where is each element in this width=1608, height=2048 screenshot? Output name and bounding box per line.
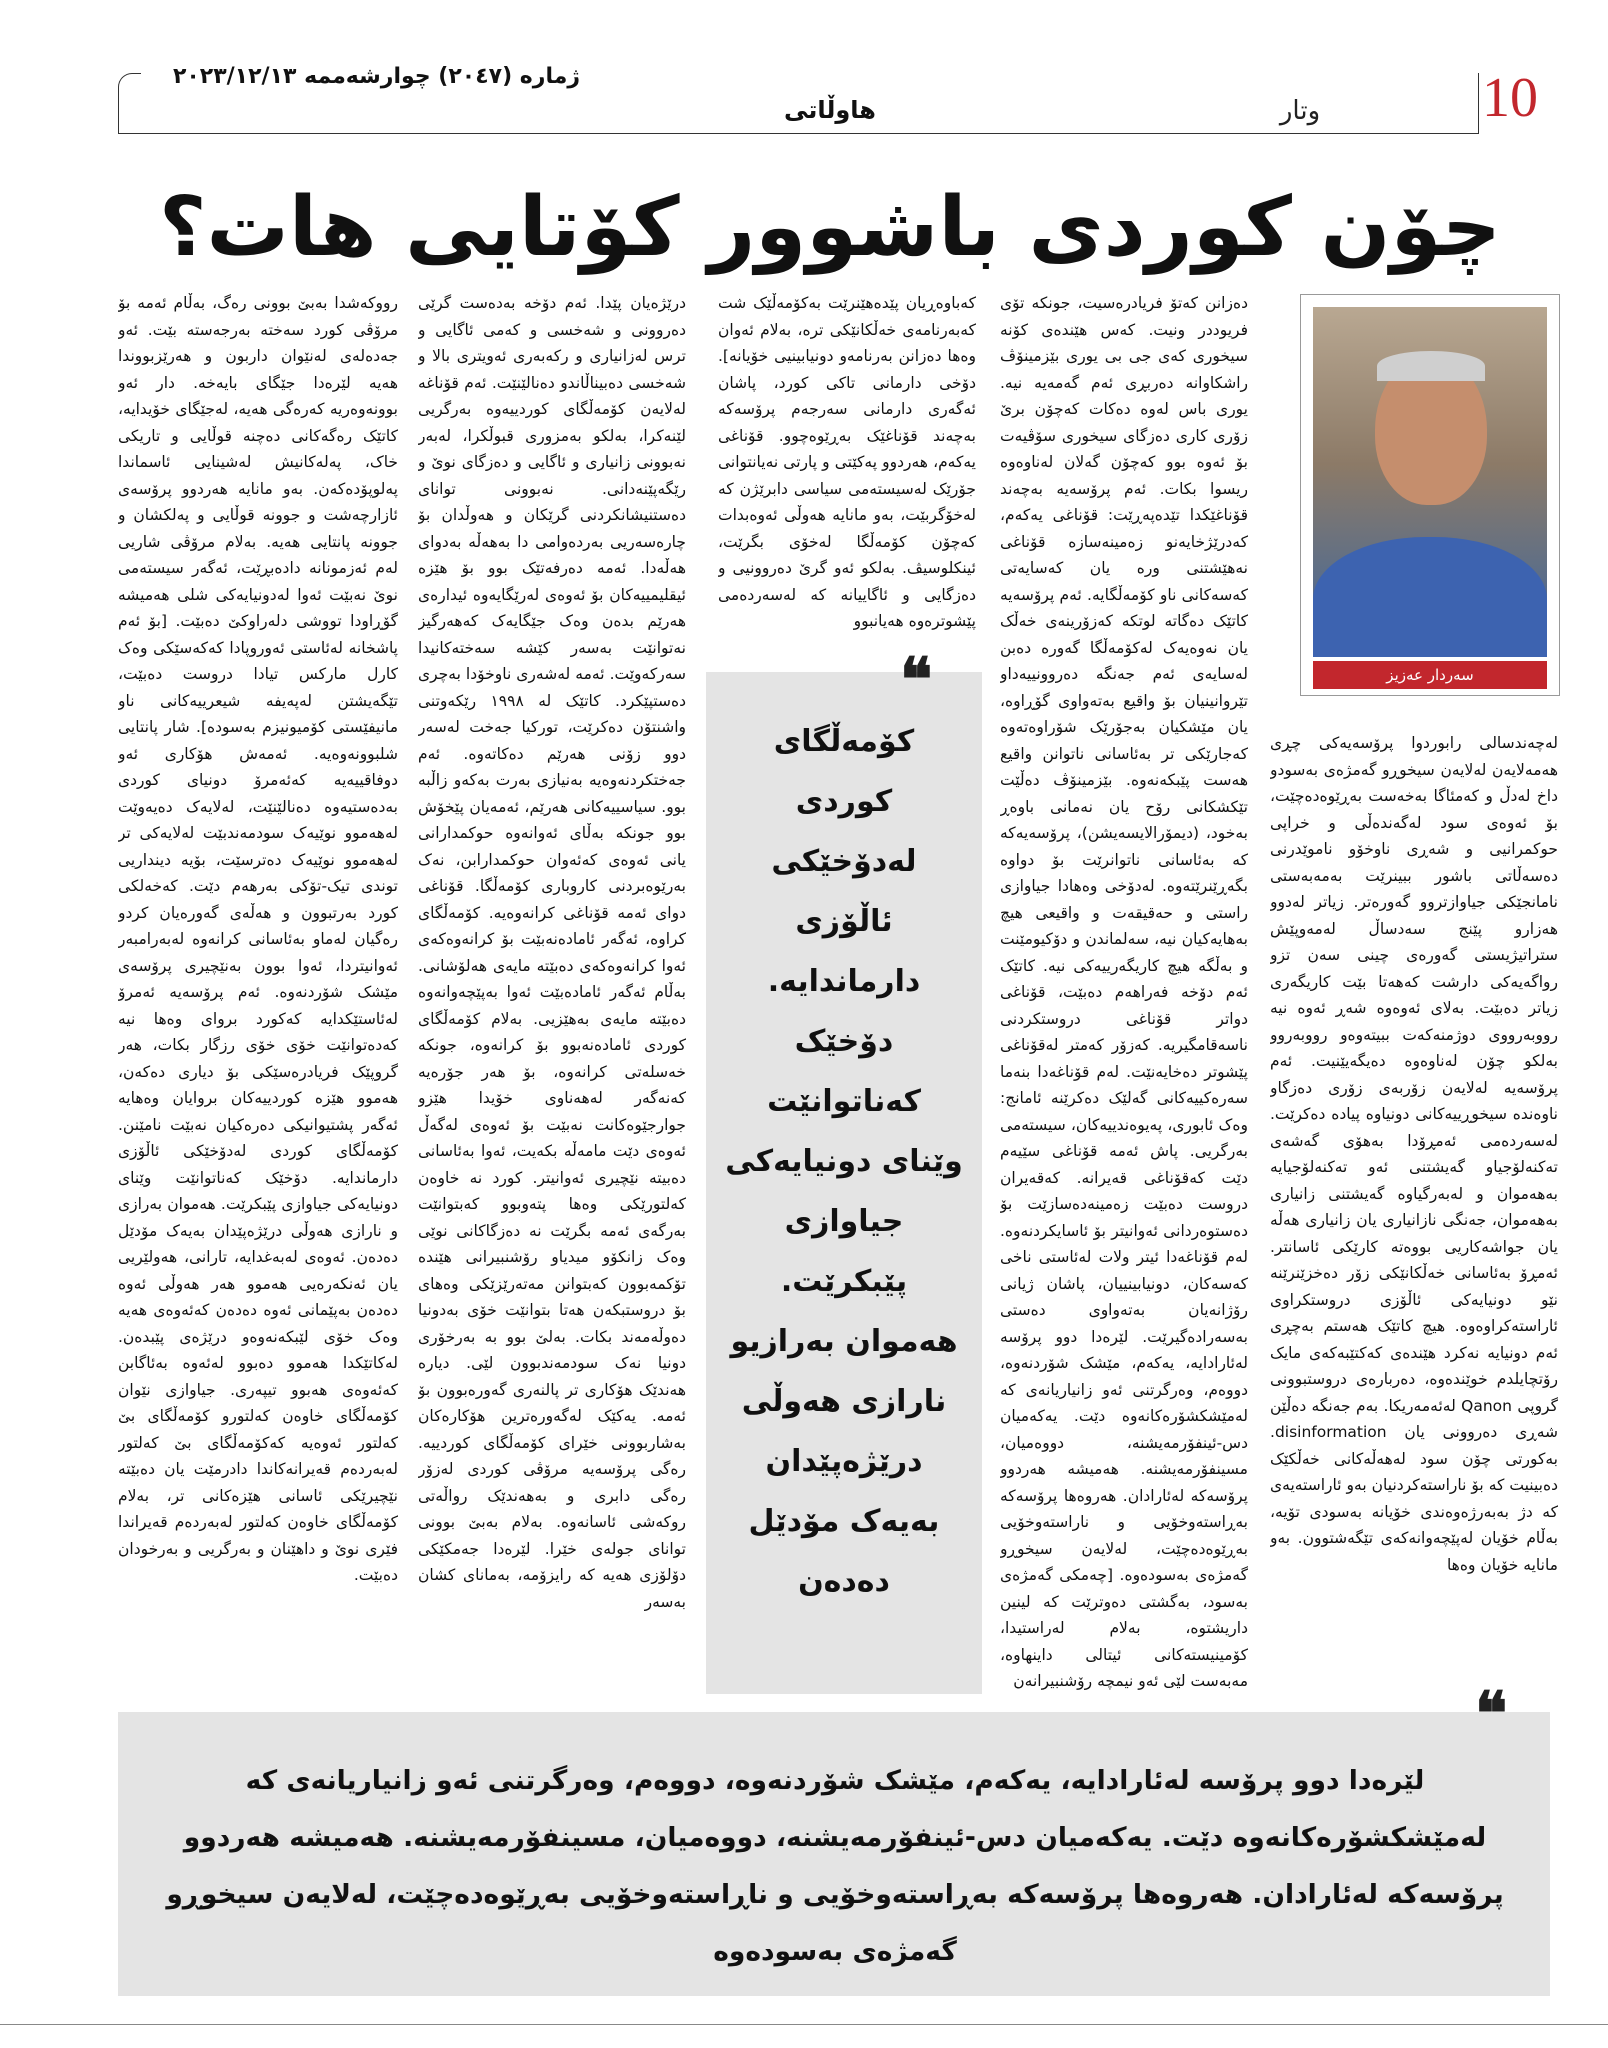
column-3-text: کەباوەڕیان پێدەهێنرێت بەکۆمەڵێک شت کەبەرنامەی خەڵکانێکی ترە، بەلام ئەوان وەها دەزانن بەرنامەو دونیابینیی خۆیانە]. دۆخی دارمانی تاکی کورد، پاشان ئەگەری دارمانی سەرجەم پرۆسەکە بەچەند قۆناغێک بەڕێوەچوو. قۆناغی یەکەم، هەردوو پەکێتی و پارتی نەیانتوانی جۆرێک لەسیستەمی سیاسی دابرێژن کە لەخۆگربێت، بەو مانایە هەوڵی ئەوەبدات کەچۆن کۆمەڵگا لەخۆی بگرێت، ئینکلوسیڤ. بەلکو ئەو گرێ دەروونیی و دەزگایی و ئاگاییانە کە لەسەردەمی پێشوترەوە هەیانبوو bbox=[718, 294, 976, 630]
headline: چۆن کوردی باشوور کۆتایی هات؟ bbox=[158, 180, 1502, 275]
author-photo-box bbox=[1300, 294, 1560, 696]
author-photo bbox=[1313, 307, 1547, 657]
article-column-2 bbox=[1000, 290, 1248, 1695]
article-column-3 bbox=[718, 290, 976, 660]
column-2-text: دەزانن کەتۆ فریادرەسیت، جونکە تۆی فریوددر ونیت. کەس هێندەی کۆنە سیخوری کەی جی بی یوری بێزمینۆڤ راشکاوانە دەربڕی ئەم گەمەیە نیە. یوری باس لەوە دەکات کەچۆن برێ زۆری کاری دەزگای سیخوری سۆڤیەت بۆ ئەوە بوو کەچۆن گەلان لەناوەوە ریسوا بکات. ئەم پرۆسەیە بەچەند قۆناغێکدا تێدەپەڕێت: قۆناغی یەکەم، کەدرێژخایەنو زەمینەسازە قۆناغی نەهێشتنی ورە یان کەسایەتی کەسەکانی ناو کۆمەڵگایە. ئەم پرۆسەیە کاتێک دەگاتە لوتکە کەزۆرینەی خەڵک یان نەوەیەک لەکۆمەڵگا گەورە دەبن لەسایەی ئەم جەنگە دەروونییەداو تێروانینیان بۆ واقیع بەتەواوی گۆڕاوە، یان مێشکیان بەجۆرێک شۆراوەتەوە کەجارێکی تر بەئاسانی ناتوانن واقیع هەست پێبکەنەوە. بێزمینۆڤ دەڵێت تێکشکانی رۆح یان نەمانی باوەڕ بەخود، (دیمۆرالایسەیشن)، پرۆسەیەکە کە بەئاسانی ناتوانرێت بۆ دواوە بگەڕێنرێتەوە. لەدۆخی وەهادا جیاوازی راستی و حەقیقەت و واقیعی هیچ بەهایەکیان نیە، سەلماندن و دۆکیومێنت و بەڵگە هیچ کاریگەرییەکی نیە. کاتێک ئەم دۆخە فەراهەم دەبێت، قۆناغی دواتر قۆناغی دروستکردنی ناسەقامگیریە. کەزۆر کەمتر لەقۆناغی پێشوتر دەخایەنێت. لەم قۆناغەدا بنەما سەرەکییەکانی گەلێک دەکرێنە ئامانج: وەک ئابوری، پەیوەندییەکان، سیستەمی بەرگریی. پاش ئەمە قۆناغی سێیەم دێت کەقۆناغی قەیرانە. کەقەیران دروست دەبێت زەمینەدەسازێت بۆ دەستوەردانی ئەوانیتر بۆ ئاسایکردنەوە. لەم قۆناغەدا ئیتر ولات لەئاستی ناخی کەسەکان، دونیابینییان، پاشان ژیانی رۆژانەیان بەتەواوی دەستی بەسەرادەگیرێت. لێرەدا دوو پرۆسە لەئارادایە، یەکەم، مێشک شۆردنەوە، دووەم، وەرگرتنی ئەو زانیاریانەی کە لەمێشکشۆرەکانەوە دێت. یەکەمیان دس-ئینفۆرمەیشنە، دووەمیان، مسینفۆرمەیشنە. هەمیشە هەردوو پرۆسەکە لەئارادان. هەروەها پرۆسەکە بەڕاستەوخۆیی و ناراستەوخۆیی بەڕێوەدەچێت، لەلایەن سیخوڕو گەمژەی بەسودەوە. [چەمکی گەمژەی بەسود، بەگشتی دەوترێت کە لینین داریشتوە، بەلام لەراستیدا، کۆمینیستەکانی ئیتالی داینهاوە، مەبەست لێی ئەو نیمچە رۆشنبیرانەن bbox=[1000, 294, 1248, 1690]
article-column-1 bbox=[1270, 730, 1558, 1710]
article-column-5 bbox=[118, 290, 398, 1695]
issue-date: ژماره (٢٠٤٧) چوارشەممە ٢٠٢٣/١٢/١٣ bbox=[172, 64, 580, 89]
pullquote-2-text: لێرەدا دوو پرۆسە لەئارادایە، یەکەم، مێشک شۆردنەوە، دووەم، وەرگرتنی ئەو زانیاریانەی کە لەمێشکشۆرەکانەوە دێت. یەکەمیان دس-ئینفۆرمەیشنە، دووەمیان، مسینفۆرمەیشنە. هەمیشە هەردوو پرۆسەکە لەئارادان. هەروەها پرۆسەکە بەڕاستەوخۆیی و ناڕاستەوخۆیی بەڕێوەدەچێت، لەلایەن سیخوڕو گەمژەی بەسودەوە bbox=[166, 1765, 1504, 1967]
column-4-text: درێژەیان پێدا. ئەم دۆخە بەدەست گرێی دەروونی و شەخسی و کەمی ئاگایی و ترس لەزانیاری و رکەبەری ئەویتری بالا و شەخسی دەبیناڵاندو دەنالێنێت. ئەم قۆناغە لەلایەن کۆمەڵگای کوردییەوە بەرگریی لێنەکرا، بەلکو بەمزوری قبوڵکرا، لەبەر نەبوونی زانیاری و ئاگایی و دەزگای نوێ و رێگەپێنەدانی. نەبوونی توانای دەستنیشانکردنی گرێکان و هەوڵدان بۆ چارەسەریی بەردەوامی دا بەهەڵە بەدوای هەڵەدا. ئەمە دەرفەتێک بوو بۆ هێزە ئیقلیمییەکان بۆ ئەوەی لەرێگایەوە ئیدارەی هەرێم بدەن وەک جێگایەک کەهەرگیز نەتوانێت بەسەر کێشە سەختەکانیدا سەرکەوێت. ئەمە لەشەری ناوخۆدا بەچری دەستپێکرد. کاتێک لە ١٩٩٨ رێکەوتنی واشنتۆن دەکرێت، تورکیا جەخت لەسەر دوو زۆنی هەرێم دەکاتەوە. ئەم جەختکردنەوەیە بەنیازی بەرت بەکەو زاڵبە بوو. سیاسییەکانی هەرێم، ئەمەیان پێخۆش بوو جونکە بەڵای ئەوانەوە حوکمدارانی یانی ئەوەی کەئەوان حوکمدارابن، نەک بەرێوەبردنی کاروباری کۆمەڵگا. قۆناغی دوای ئەمە قۆناغی کرانەوەیە. کۆمەڵگای کراوە، ئەگەر ئامادەنەبێت بۆ کرانەوەکەی ئەوا کرانەوەکەی دەبێتە مایەی هەلۆشانی. بەڵام ئەگەر ئامادەبێت ئەوا بەپێچەوانەوە دەبێتە مایەی بەهێزیی. بەلام کۆمەڵگای کوردی ئامادەنەبوو بۆ کرانەوە، جونکە خەسلەتی کرانەوە، بۆ هەر جۆرەیە کەنەگەر لەهەناوی خۆیدا هێزو جوارجێوەکانت نەبێت بۆ ئەوەی لەگەڵ ئەوەی دێت مامەڵە بکەیت، ئەوا بەئاسانی دەبیتە نێچیری ئەوانیتر. کورد نە خاوەن کەلتورێکی وەها پتەوبوو کەبتوانێت بەرگەی ئەمە بگرێت نە دەزگاکانی نوێی وەک زانکۆو میدیاو رۆشنبیرانی هێندە تۆکمەبوون کەبتوانن مەتەرێزێکی وەهای بۆ دروستبکەن هەتا بتوانێت خۆی بەدونیا دەوڵەمەند بکات. بەلێ بوو بە بەرخۆری دونیا نەک سودمەندبوون لێی. دیارە هەندێک هۆکاری تر پالنەری گەورەبوون بۆ ئەمە. یەکێک لەگەورەترین هۆکارەکان بەشاربوونی خێرای کۆمەڵگای کوردییە. رەگی پرۆسەیە مرۆڤی کوردی لەزۆر رەگی دابری و بەهەندێک رواڵەتی روکەشی ئاسانەوە. بەلام بەبێ بوونی توانای جولەی خێرا. لێرەدا جەمکێکی دۆلۆزی هەیە کە رایزۆمە، بەمانای کشان بەسەر bbox=[418, 294, 686, 1611]
quote-mark-icon: ❝ bbox=[1475, 1679, 1500, 1749]
column-1-text: لەچەندسالی رابوردوا پرۆسەیەکی چڕی هەمەلایەن لەلایەن سیخوڕو گەمژەی بەسودو داخ لەدڵ و کەمئاگا بەخەست بەڕێوەدەچێت، بۆ ئەوەی سود لەگەندەڵی و خراپی حوکمرانیی و شەڕی ناوخۆو ناموێدرنی دەسەڵاتی باشور ببینرێت بەمەبەستی نامانجێکی جیاوازتروو گەورەتر. زیاتر لەدوو هەزارو پێنج سەدساڵ لەمەوپێش ستراتیژیستی گەورەی چینی سەن تزو رواگەیەکی دارشت کەهەتا بێت کاریگەری زیاتر دەبێت. بەلای ئەوەوە شەڕ ئەوە نیە رووبەرووی دوژمنەکەت ببیتەوەو رووبەروو بەلکو چۆن لەناوەوە دەیگەیێنیت. ئەم پرۆسەیە لەلایەن زۆربەی زۆری دەزگاو ناوەندە سیخوڕییەکانی دونیاوە پیادە دەکرێت. لەسەردەمی ئەمڕۆدا بەهۆی گەشەی تەکنەلۆجیاو گەیشتنی ئەو تەکنەلۆجیایە بەهەموان و لەبەرگیاوە گەیشتنی زانیاری بەهەموان، جەنگی نازانیاری یان زانیاری هەڵە یان جواشەکاریی بووەتە کارێکی ئاسانتر. ئەمڕۆ بەئاسانی خەڵکانێکی زۆر دەخزێنرێنە نێو دونیایەکی ئاڵۆزی دروستکراوی ئاراستەکراوەوە. هیچ کاتێک هەستم بەچڕی ئەم دونیایە نەکرد هێندەی کەکتێبەکەی مایک رۆتچایلدم خوێندەوە، دەربارەی دروستبوونی گروپی Qanon لەئەمەریکا. بەم جەنگە دەڵێن شەڕی دەروونی یان disinformation. بەکورتی چۆن سود لەهەڵەکانی خەڵکێک دەبینیت کە بۆ ناراستەکردنیان بەو ئاراستەیەی کە دژ بەبەرژەوەندی خۆیانە بەسودی تۆیە، بەڵام خۆیان لەپێچەوانەکەی تێگەشتوون. بەو مانایە خۆیان وەها bbox=[1270, 734, 1558, 1574]
article-column-4 bbox=[418, 290, 686, 1695]
author-name: سەردار عەزیز bbox=[1313, 661, 1547, 689]
author-hair bbox=[1377, 351, 1485, 381]
author-shirt bbox=[1313, 537, 1547, 657]
newspaper-logo: هاوڵاتی bbox=[784, 96, 876, 124]
section-label: وتار bbox=[1279, 96, 1321, 126]
bottom-rule bbox=[0, 2024, 1608, 2025]
header-frame-corner bbox=[118, 73, 141, 134]
pullquote-1-text: کۆمەڵگای کوردی لەدۆخێکی ئاڵۆزی دارماندایە. دۆخێک کەناتوانێت وێنای دونیایەکی جیاوازی پێبکرێت. هەموان بەرازیو نارازی هەوڵی درێژەپێدان بەیەک مۆدێل دەدەن bbox=[725, 724, 963, 1599]
quote-mark-icon: ❝ bbox=[900, 645, 925, 715]
column-5-text: رووکەشدا بەبێ بوونی رەگ، بەڵام ئەمە بۆ مرۆڤی کورد سەختە بەرجەستە بێت. ئەو جەدەلەی لەنێوان داربون و هەرێزبووندا هەیە لێرەدا جێگای بایەخە. دار ئەو بوونەوەریە کەرەگی هەیە، لەجێگای خۆیدایە، کاتێک رەگەکانی دەچنە قوڵایی و تاریکی خاک، پەلەکانیش لەشینایی ئاسماندا پەلوپۆدەکەن. بەو مانایە هەردوو پرۆسەی ئازارچەشت و جوونە قوڵایی و پەلکشان و جوونە پانتایی هەیە. بەلام مرۆڤی شاریی لەم ئەزمونانە دادەبڕێت، ئەگەر سیستەمی نوێ نەبێت ئەوا لەدونیایەکی شلی هەمیشە گۆڕاودا تووشی دلەراوکێ دەبێت. [بۆ ئەم پاشخانە لەئاستی ئەوروپادا کەکەسێکی وەک کارل مارکس تیادا دروست دەبێت، تێگەیشتن لەپەیفە شیعرییەکانی ناو مانیفێستی کۆمیونیزم بەسودە]. شار پانتایی شلبوونەوەیە. ئەمەش هۆکاری ئەو دوفاقییەیە کەئەمرۆ دونیای کوردی بەدەستیەوە دەنالێنێت، لەلایەک دەیەوێت لەهەموو نوێیەک سودمەندبێت لەلایەکی تر لەهەموو نوێیەک دەترسێت، بۆیە دینداریی توندی تیک-تۆکی بەرهەم دێت. کەخەلکی کورد بەرتبوون و هەڵەی گەورەیان کردو رەگیان لەماو بەئاسانی کرانەوە لەبەرامبەر ئەوانیتردا، ئەوا بوون بەنێچیری پرۆسەی مێشک شۆردنەوە. ئەم پرۆسەیە ئەمرۆ لەئاستێکدایە کەکورد بروای وەها نیە کەدەتوانێت خۆی خۆی رزگار بکات، هەر گروپێک فریادرەسێکی بۆ دیاری دەکەن، هەموو هێزە کوردییەکان بروایان وەهایە ئەگەر پشتیوانیکی دەرەکیان نەبێت نامێنن. کۆمەڵگای کوردی لەدۆخێکی ئاڵۆزی دارماندایە. دۆخێک کەناتوانێت وێنای دونیایەکی جیاوازی پێبکرێت. هەموان بەرازی و نارازی هەوڵی درێژەپێدان بەیەک مۆدێل دەدەن. ئەوەی لەبەغدایە، تارانی، هەولێریی یان ئەنکەرەیی هەموو هەر هەوڵی ئەوە دەدەن بەپێمانی ئەوە دەدەن کەئەوەی هەیە وەک خۆی لێبکەنەوەو درێژەی پێبدەن. لەکاتێکدا هەموو دەبوو لەئەوە بەئاگابن کەئەوەی هەبوو تیپەرى. جیاوازی نێوان کۆمەڵگای خاوەن کەلتورو کۆمەڵگای بێ کەلتور ئەوەیە کەکۆمەڵگای بێ کەلتور لەبەردەم قەیرانەکاندا دادرمێت یان دەبێتە نێچیرێکی ئاسانی هێزەکانی تر، بەلام کۆمەڵگای خاوەن کەلتور لەبەردەم قەیراندا فێری نوێ و داهێنان و بەرگریی و بەرخودان دەبێت. bbox=[118, 294, 398, 1584]
page-number: 10 bbox=[1482, 67, 1538, 129]
